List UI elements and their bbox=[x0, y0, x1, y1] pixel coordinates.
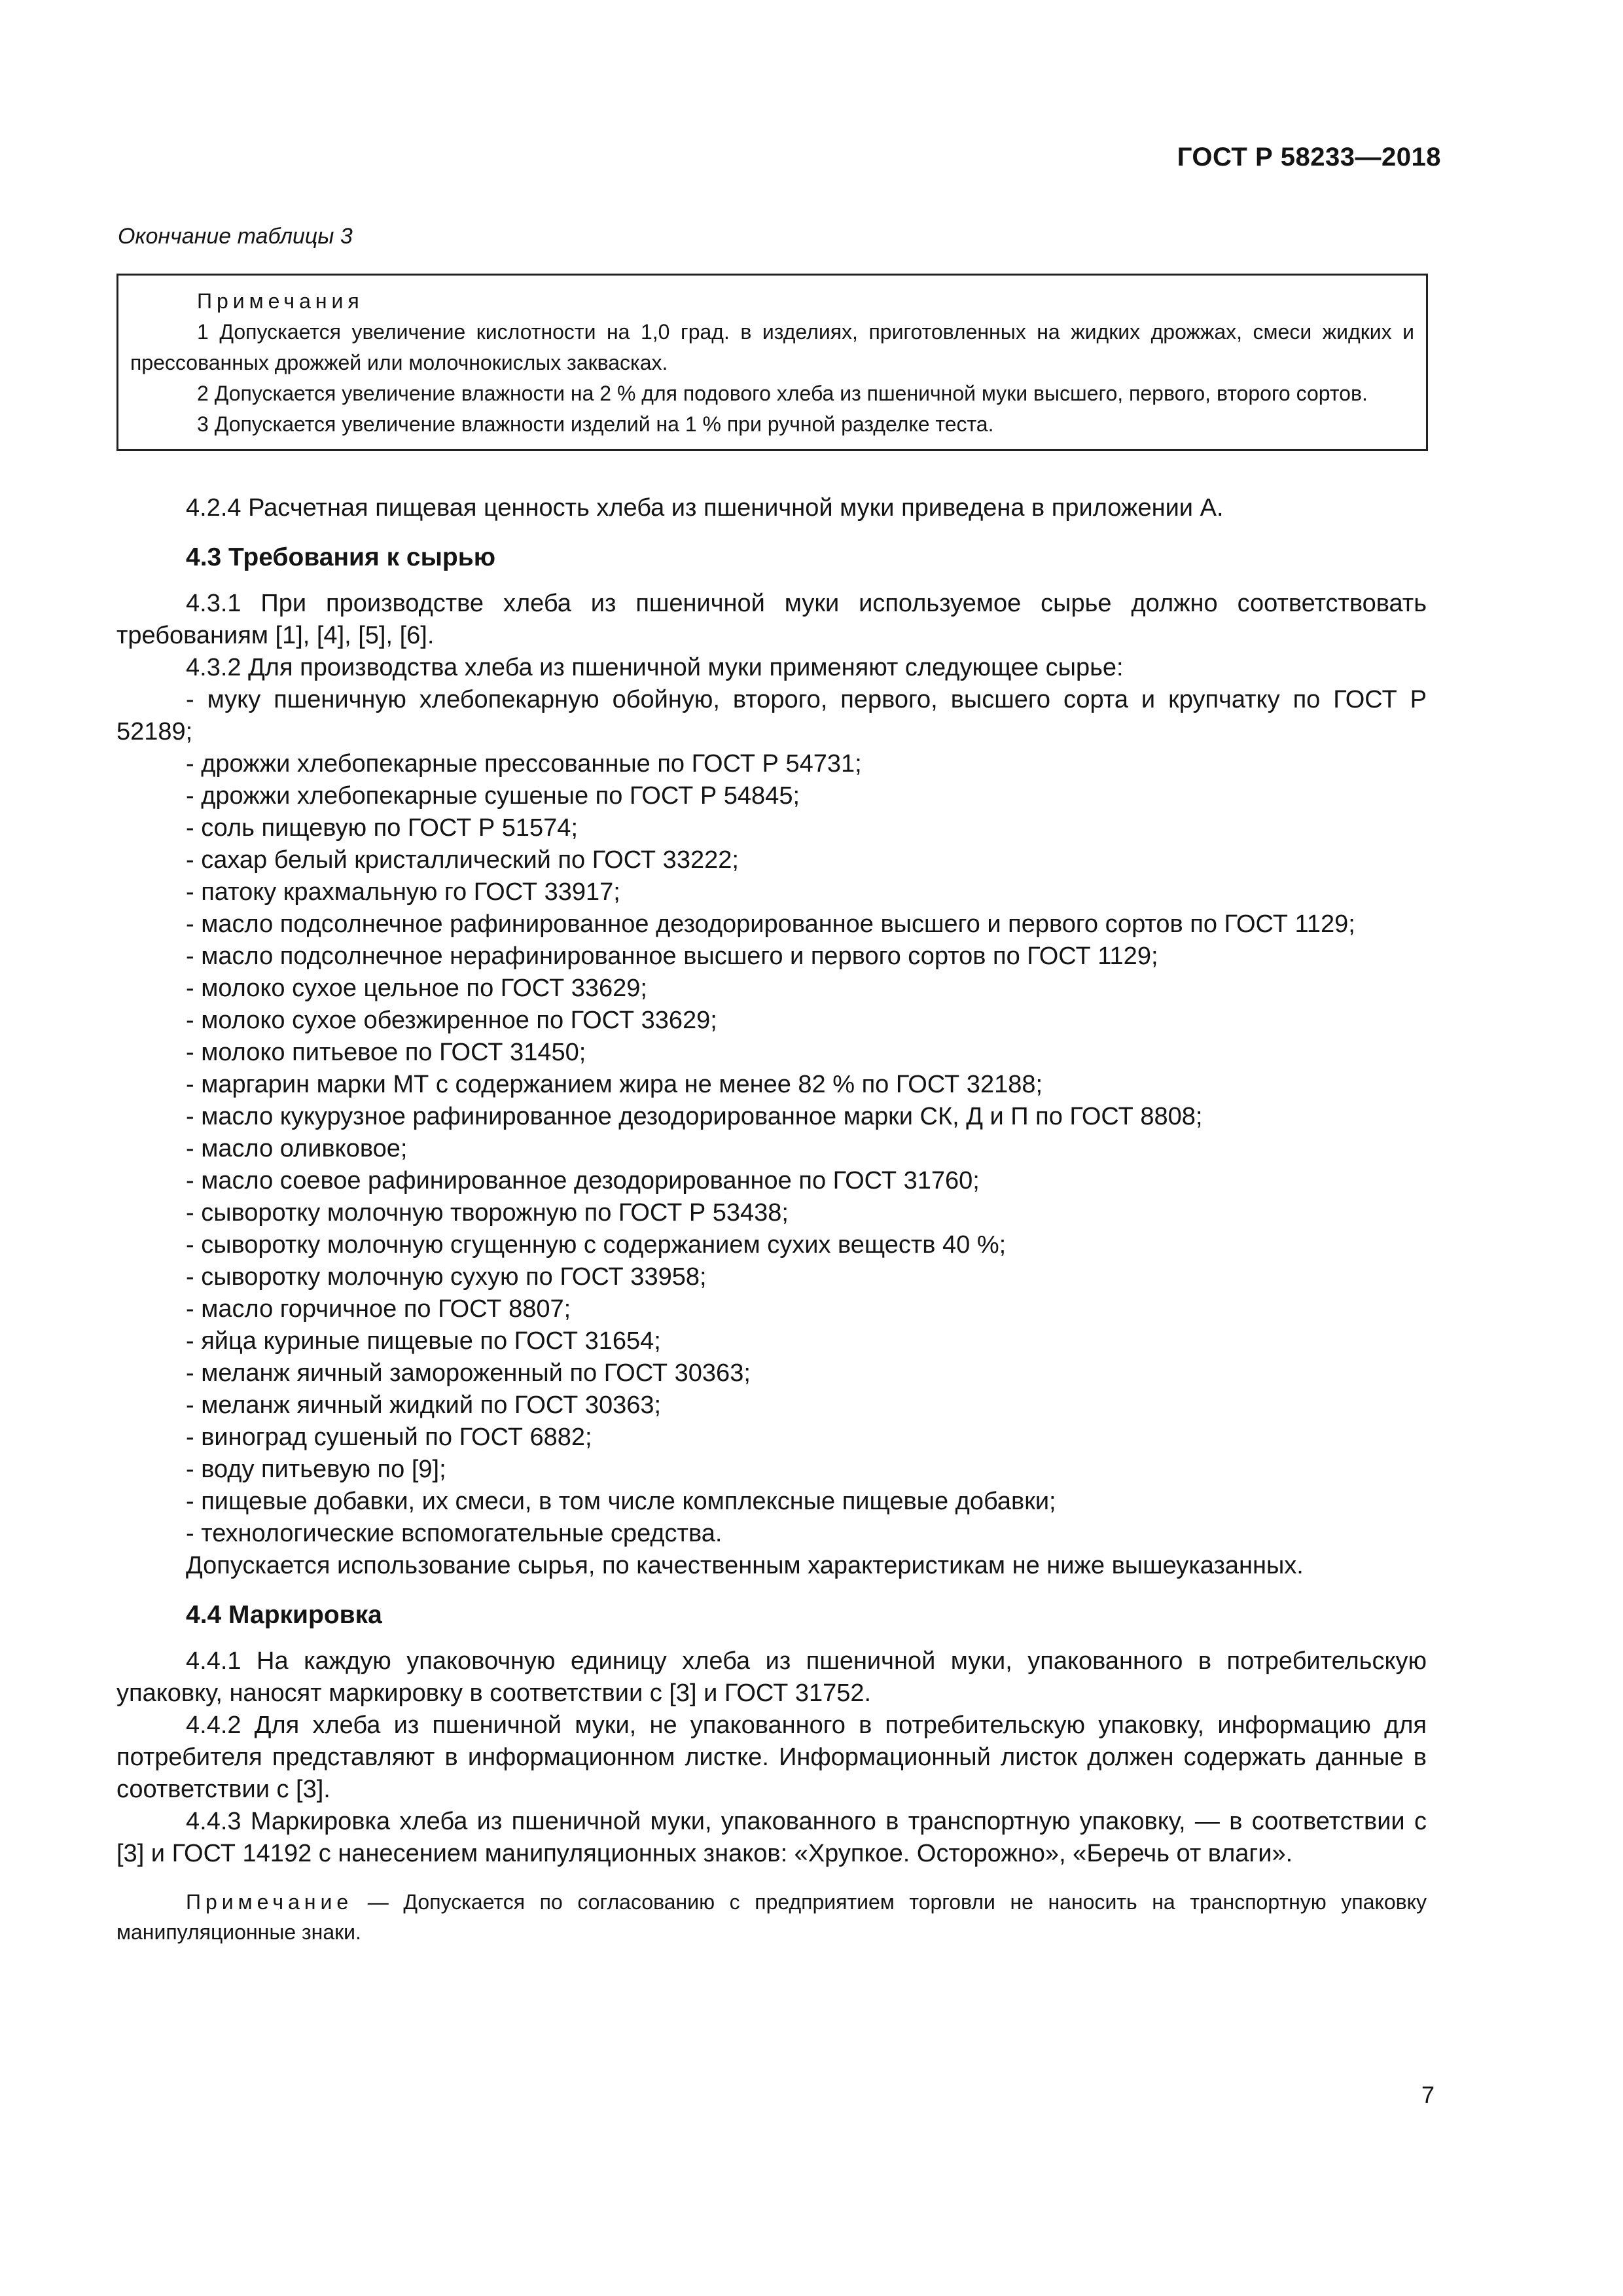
list-item: - дрожжи хлебопекарные сушеные по ГОСТ Р 54845; bbox=[186, 782, 800, 810]
paragraph-4-4-2: 4.4.2 Для хлеба из пшеничной муки, не упакованного в потребительскую упаковку, информацию для потребителя представляют в информационном листке. Информационный листок должен содержать данные в соответствии с [3]. bbox=[116, 1712, 1427, 1803]
list-item: - масло горчичное по ГОСТ 8807; bbox=[186, 1295, 571, 1323]
note-item: 3 Допускается увеличение влажности изделий на 1 % при ручной разделке теста. bbox=[197, 412, 994, 436]
table-continuation-label: Окончание таблицы 3 bbox=[118, 224, 353, 249]
list-item: - пищевые добавки, их смеси, в том числе комплексные пищевые добавки; bbox=[186, 1488, 1056, 1515]
list-item: - масло оливковое; bbox=[186, 1135, 408, 1162]
list-item: - молоко сухое цельное по ГОСТ 33629; bbox=[186, 975, 647, 1002]
raw-materials-closing: Допускается использование сырья, по качественным характеристикам не ниже вышеуказанных. bbox=[186, 1552, 1304, 1579]
paragraph-4-4-1: 4.4.1 На каждую упаковочную единицу хлеба из пшеничной муки, упакованного в потребительскую упаковку, наносят маркировку в соответствии с [3] и ГОСТ 31752. bbox=[116, 1647, 1427, 1707]
list-item: - молоко сухое обезжиренное по ГОСТ 33629; bbox=[186, 1007, 717, 1034]
section-heading-4-4: 4.4 Маркировка bbox=[186, 1601, 382, 1629]
notes-caption: Примечания bbox=[197, 289, 364, 313]
list-item: - сахар белый кристаллический по ГОСТ 33222; bbox=[186, 846, 739, 874]
main-content bbox=[116, 492, 1427, 1947]
list-item: - муку пшеничную хлебопекарную обойную, второго, первого, высшего сорта и крупчатку по ГОСТ Р 52189; bbox=[116, 686, 1427, 745]
list-item: - масло подсолнечное нерафинированное высшего и первого сортов по ГОСТ 1129; bbox=[186, 942, 1158, 970]
list-item: - сыворотку молочную творожную по ГОСТ Р 53438; bbox=[186, 1199, 789, 1227]
paragraph-4-3-1: 4.3.1 При производстве хлеба из пшеничной муки используемое сырье должно соответствовать требованиям [1], [4], [5], [6]. bbox=[116, 590, 1427, 649]
list-item: - патоку крахмальную го ГОСТ 33917; bbox=[186, 878, 620, 906]
paragraph-4-3-2: 4.3.2 Для производства хлеба из пшеничной муки применяют следующее сырье: bbox=[186, 654, 1124, 681]
list-item: - маргарин марки МТ с содержанием жира не менее 82 % по ГОСТ 32188; bbox=[186, 1071, 1043, 1098]
list-item: - меланж яичный замороженный по ГОСТ 30363; bbox=[186, 1359, 751, 1387]
page-number: 7 bbox=[1421, 2081, 1435, 2108]
list-item: - дрожжи хлебопекарные прессованные по ГОСТ Р 54731; bbox=[186, 750, 862, 778]
list-item: - масло кукурузное рафинированное дезодорированное марки СК, Д и П по ГОСТ 8808; bbox=[186, 1103, 1203, 1130]
list-item: - масло соевое рафинированное дезодорированное по ГОСТ 31760; bbox=[186, 1167, 980, 1194]
section-heading-4-3: 4.3 Требования к сырью bbox=[186, 543, 496, 571]
note-item: 1 Допускается увеличение кислотности на 1,0 град. в изделиях, приготовленных на жидких дрожжах, смеси жидких и прессованных дрожжей или молочнокислых заквасках. bbox=[130, 320, 1414, 374]
paragraph-4-4-3: 4.4.3 Маркировка хлеба из пшеничной муки, упакованного в транспортную упаковку, — в соответствии с [3] и ГОСТ 14192 с нанесением манипуляционных знаков: «Хрупкое. Осторожно», «Беречь от влаги». bbox=[116, 1808, 1427, 1867]
list-item: - масло подсолнечное рафинированное дезодорированное высшего и первого сортов по ГОСТ 1129; bbox=[186, 910, 1355, 938]
list-item: - молоко питьевое по ГОСТ 31450; bbox=[186, 1039, 586, 1066]
marking-note bbox=[116, 1887, 1427, 1947]
list-item: - сыворотку молочную сгущенную с содержанием сухих веществ 40 %; bbox=[186, 1231, 1007, 1259]
standard-code: ГОСТ Р 58233—2018 bbox=[1177, 143, 1441, 171]
list-item: - технологические вспомогательные средства. bbox=[186, 1520, 722, 1547]
list-item: - соль пищевую по ГОСТ Р 51574; bbox=[186, 814, 579, 842]
list-item: - яйца куриные пищевые по ГОСТ 31654; bbox=[186, 1327, 661, 1355]
list-item: - меланж яичный жидкий по ГОСТ 30363; bbox=[186, 1391, 662, 1419]
list-item: - сыворотку молочную сухую по ГОСТ 33958; bbox=[186, 1263, 707, 1291]
list-item: - виноград сушеный по ГОСТ 6882; bbox=[186, 1424, 592, 1451]
paragraph-4-2-4: 4.2.4 Расчетная пищевая ценность хлеба из пшеничной муки приведена в приложении А. bbox=[186, 494, 1224, 522]
note-item: 2 Допускается увеличение влажности на 2 % для подового хлеба из пшеничной муки высшего, первого, второго сортов. bbox=[197, 382, 1368, 405]
list-item: - воду питьевую по [9]; bbox=[186, 1456, 446, 1483]
table-notes-box bbox=[116, 274, 1428, 451]
marking-note-label: Примечание bbox=[186, 1890, 353, 1914]
marking-note-text: — Допускается по согласованию с предприятием торговли не наносить на транспортную упаковку манипуляционные знаки. bbox=[116, 1890, 1427, 1944]
raw-materials-list bbox=[116, 684, 1427, 1550]
